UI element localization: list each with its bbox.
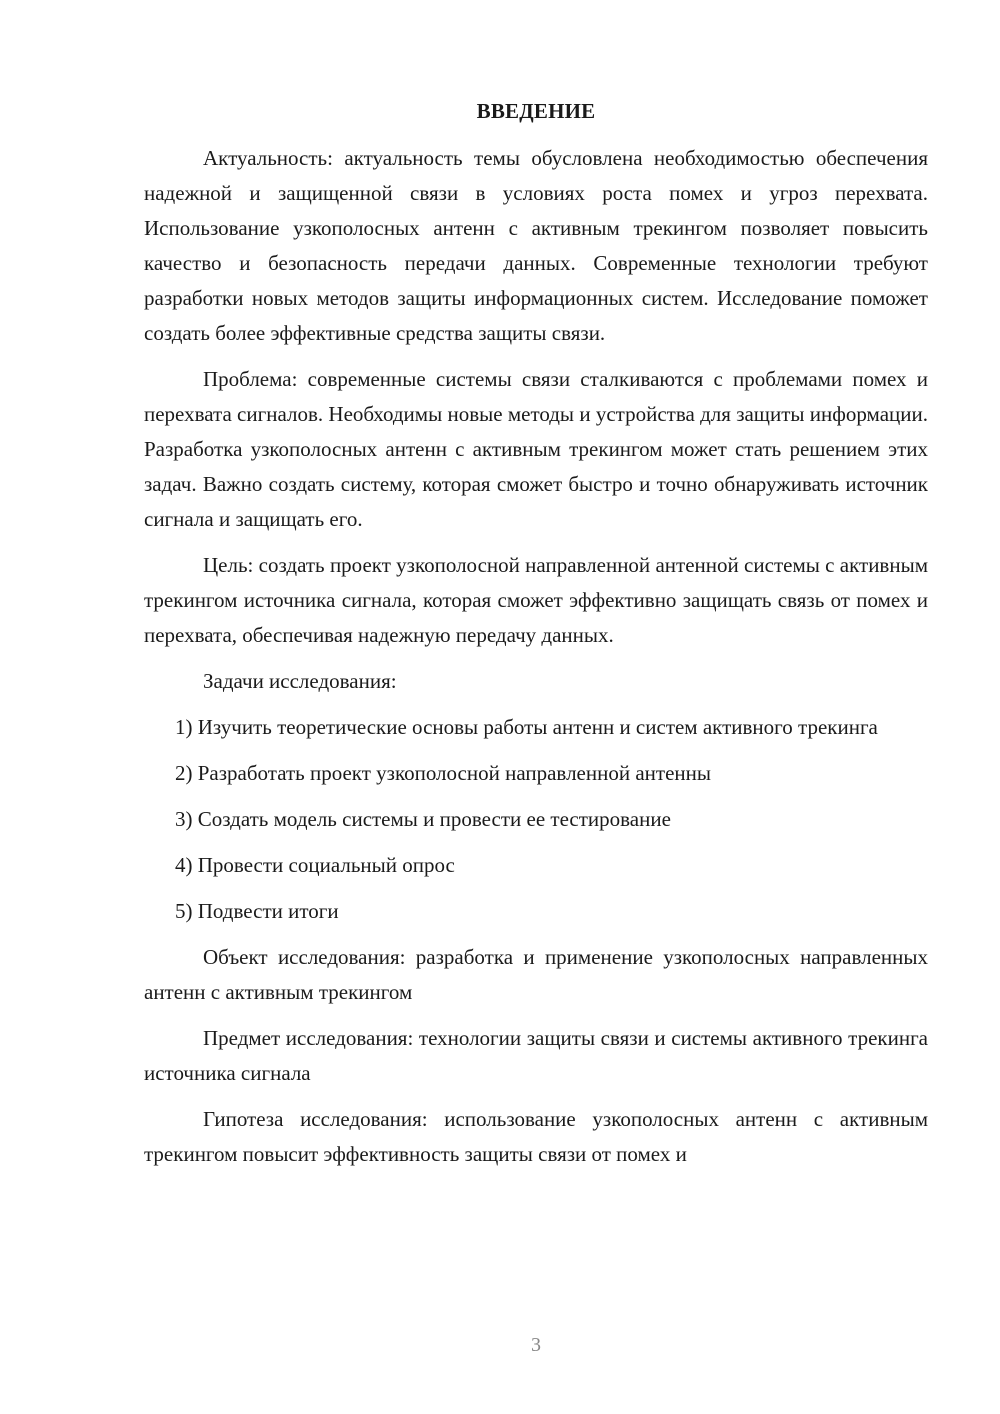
- list-item: 5) Подвести итоги: [175, 899, 339, 923]
- paragraph-subject: Предмет исследования: технологии защиты связи и системы активного трекинга источника сигнала: [144, 1026, 928, 1085]
- tasks-list: [144, 710, 928, 929]
- list-item: 4) Провести социальный опрос: [175, 853, 455, 877]
- page-number: 3: [531, 1334, 541, 1356]
- tasks-heading: Задачи исследования:: [203, 669, 397, 693]
- paragraph-hypothesis: Гипотеза исследования: использование узкополосных антенн с активным трекингом повысит эффективность защиты связи от помех и: [144, 1107, 928, 1166]
- list-item: 3) Создать модель системы и провести ее тестирование: [175, 807, 671, 831]
- list-item: 1) Изучить теоретические основы работы антенн и систем активного трекинга: [175, 715, 878, 739]
- paragraph-problem: Проблема: современные системы связи сталкиваются с проблемами помех и перехвата сигналов. Необходимы новые методы и устройства для защиты информации. Разработка узкополосных антенн с активным трекингом может стать решением этих задач. Важно создать систему, которая сможет быстро и точно обнаруживать источник сигнала и защищать его.: [144, 367, 928, 531]
- paragraph-goal: Цель: создать проект узкополосной направленной антенной системы с активным трекингом источника сигнала, которая сможет эффективно защищать связь от помех и перехвата, обеспечивая надежную передачу данных.: [144, 553, 928, 647]
- paragraph-object: Объект исследования: разработка и применение узкополосных направленных антенн с активным трекингом: [144, 945, 928, 1004]
- paragraph-relevance: Актуальность: актуальность темы обусловлена необходимостью обеспечения надежной и защищенной связи в условиях роста помех и угроз перехвата. Использование узкополосных антенн с активным трекингом позволяет повысить качество и безопасность передачи данных. Современные технологии требуют разработки новых методов защиты информационных систем. Исследование поможет создать более эффективные средства защиты связи.: [144, 146, 928, 345]
- section-title: ВВЕДЕНИЕ: [476, 99, 596, 123]
- page-content: [144, 94, 928, 1183]
- list-item: 2) Разработать проект узкополосной направленной антенны: [175, 761, 711, 785]
